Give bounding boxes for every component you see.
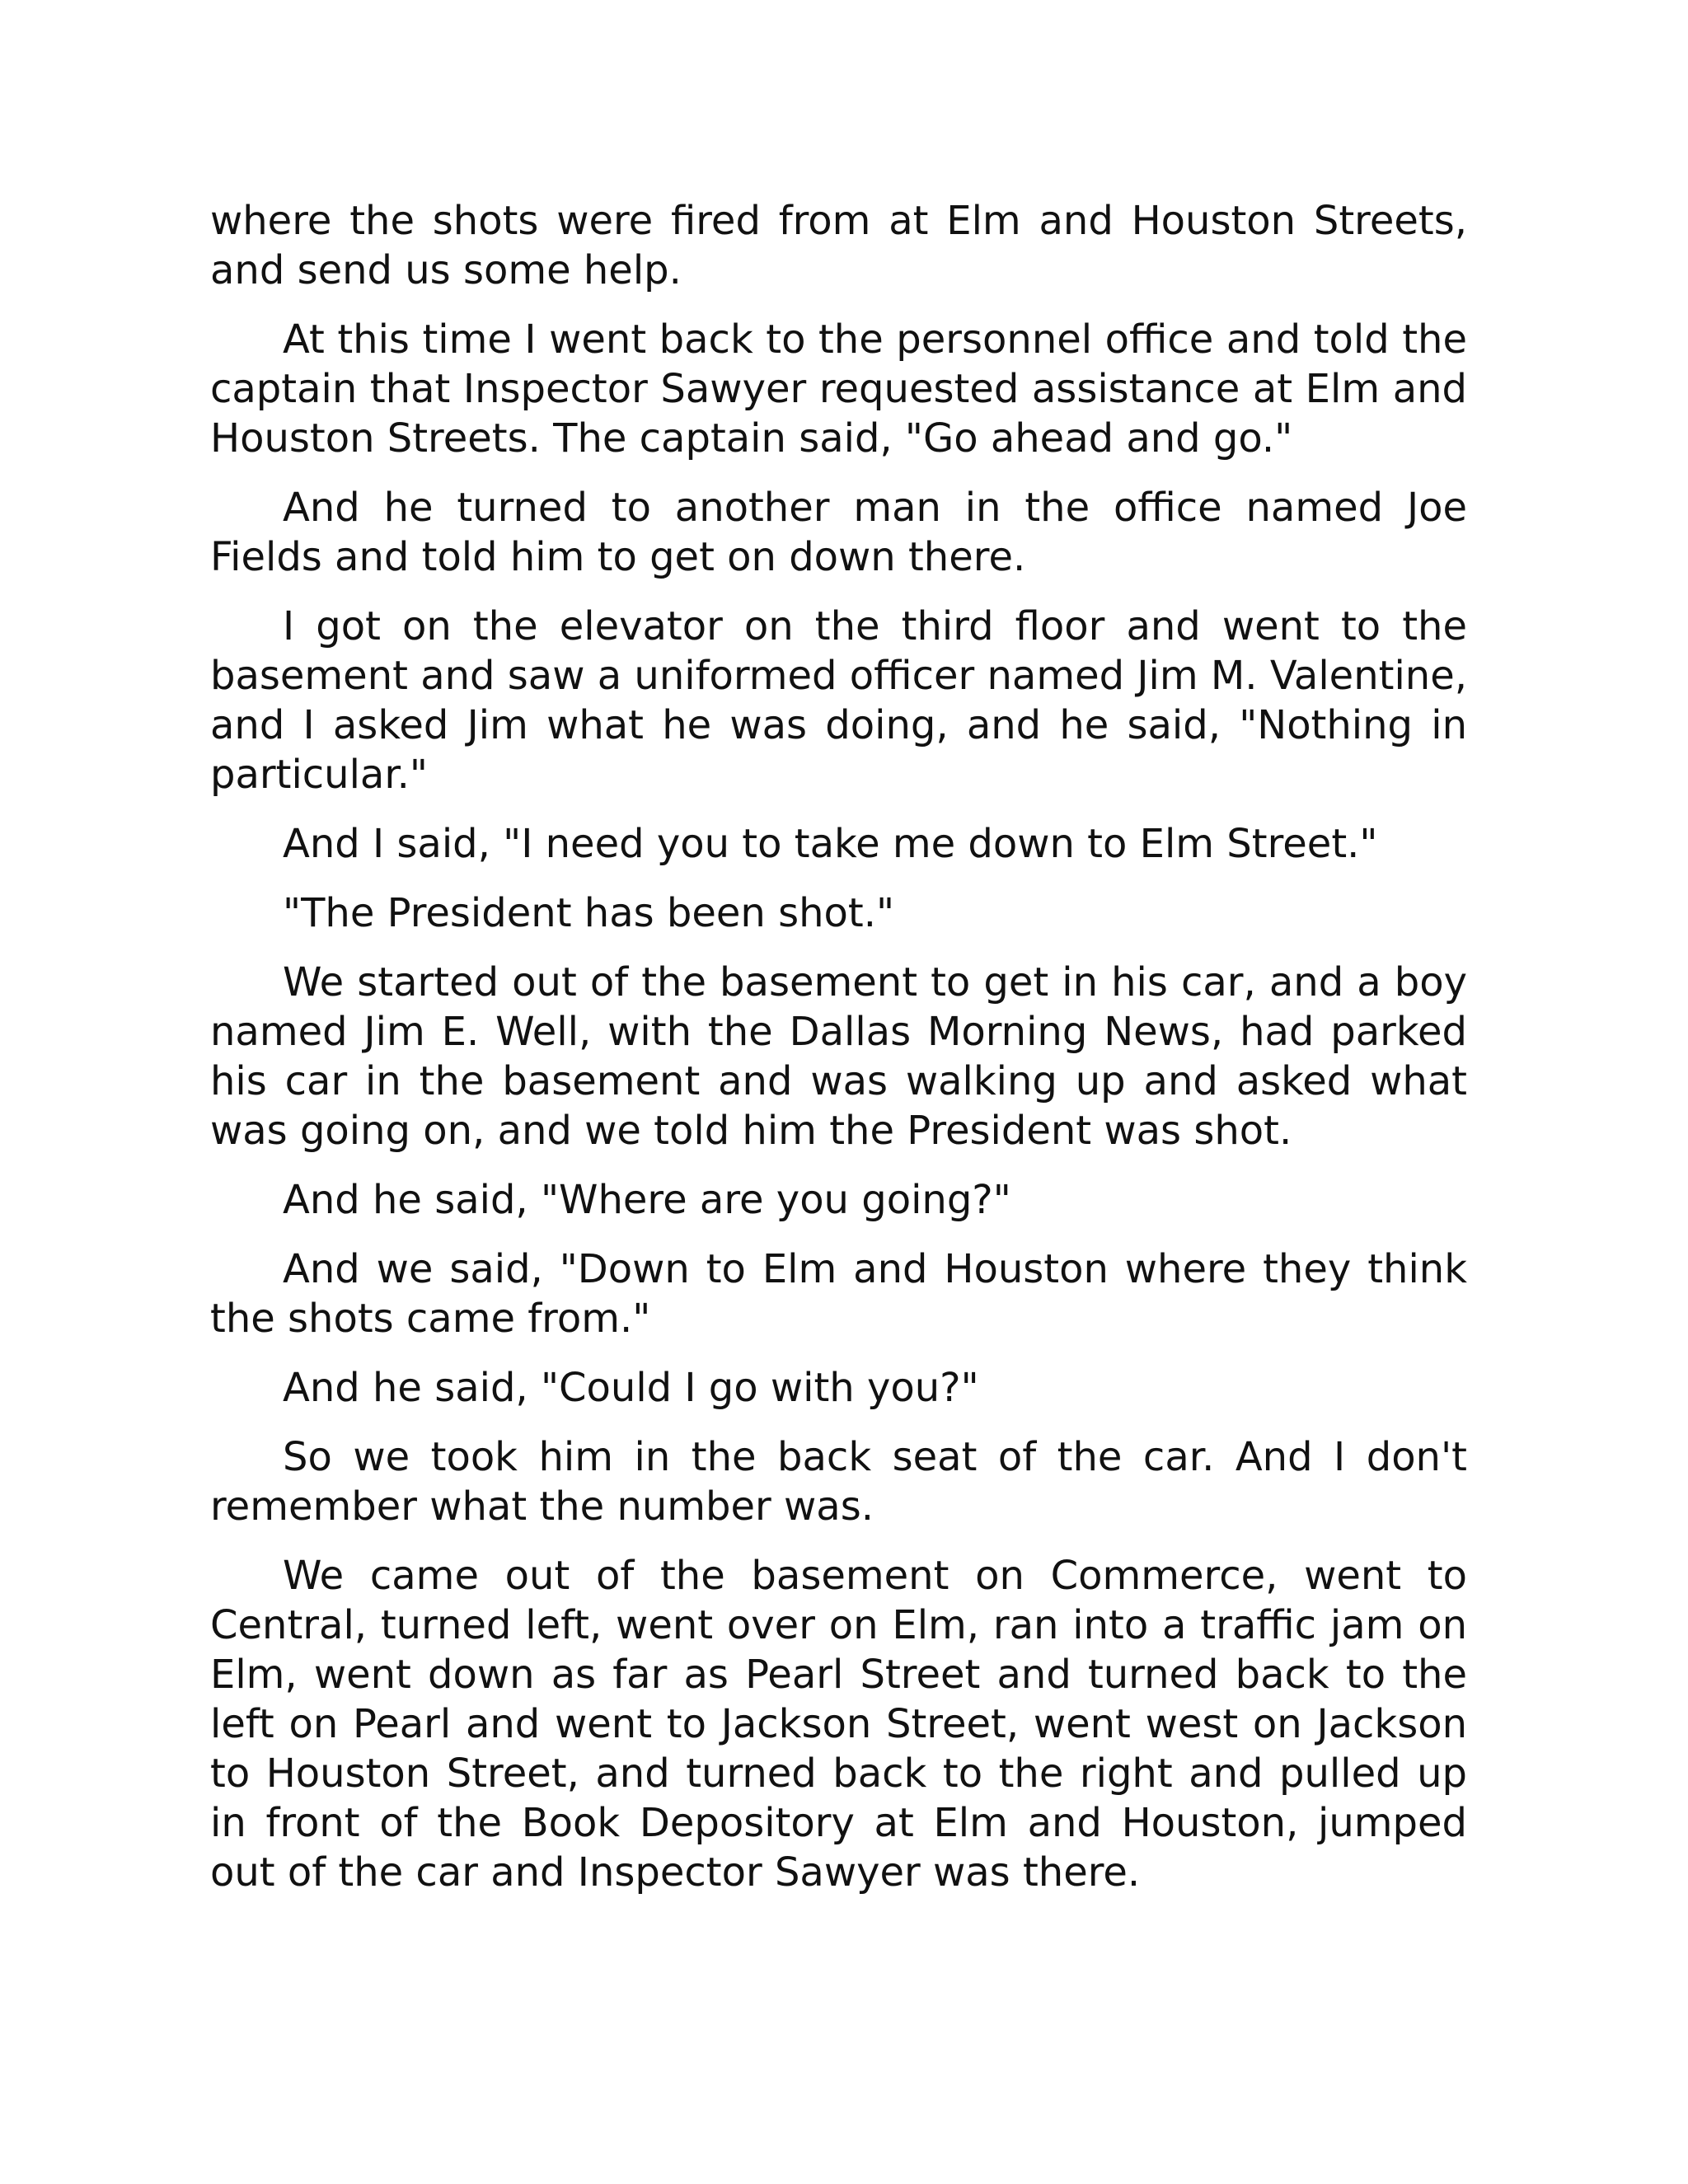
document-page — [210, 196, 1467, 1917]
paragraph-3: And he turned to another man in the office named Joe Fields and told him to get on down there. — [210, 485, 1467, 580]
paragraph-10: And he said, "Could I go with you?" — [283, 1365, 979, 1411]
paragraph-4: I got on the elevator on the third floor and went to the basement and saw a uniformed officer named Jim M. Valentine, and I asked Jim what he was doing, and he said, "Nothing in particular." — [210, 603, 1467, 798]
paragraph-8: And he said, "Where are you going?" — [283, 1177, 1011, 1223]
paragraph-6: "The President has been shot." — [283, 890, 895, 936]
paragraph-9: And we said, "Down to Elm and Houston where they think the shots came from." — [210, 1246, 1467, 1342]
paragraph-11: So we took him in the back seat of the car. And I don't remember what the number was. — [210, 1434, 1467, 1530]
paragraph-1: where the shots were fired from at Elm and Houston Streets, and send us some help. — [210, 198, 1467, 293]
paragraph-5: And I said, "I need you to take me down to Elm Street." — [283, 821, 1378, 867]
paragraph-2: At this time I went back to the personnel office and told the captain that Inspector Sawyer requested assistance at Elm and Houston Streets. The captain said, "Go ahead and go." — [210, 316, 1467, 462]
paragraph-12: We came out of the basement on Commerce, went to Central, turned left, went over on Elm, ran into a traffic jam on Elm, went down as far as Pearl Street and turned back to the left on Pearl and went to Jackson Street, went west on Jackson to Houston Street, and turned back to the right and pulled up in front of the Book Depository at Elm and Houston, jumped out of the car and Inspector Sawyer was there. — [210, 1553, 1467, 1896]
paragraph-7: We started out of the basement to get in his car, and a boy named Jim E. Well, with the Dallas Morning News, had parked his car in the basement and was walking up and asked what was going on, and we told him the President was shot. — [210, 959, 1467, 1154]
